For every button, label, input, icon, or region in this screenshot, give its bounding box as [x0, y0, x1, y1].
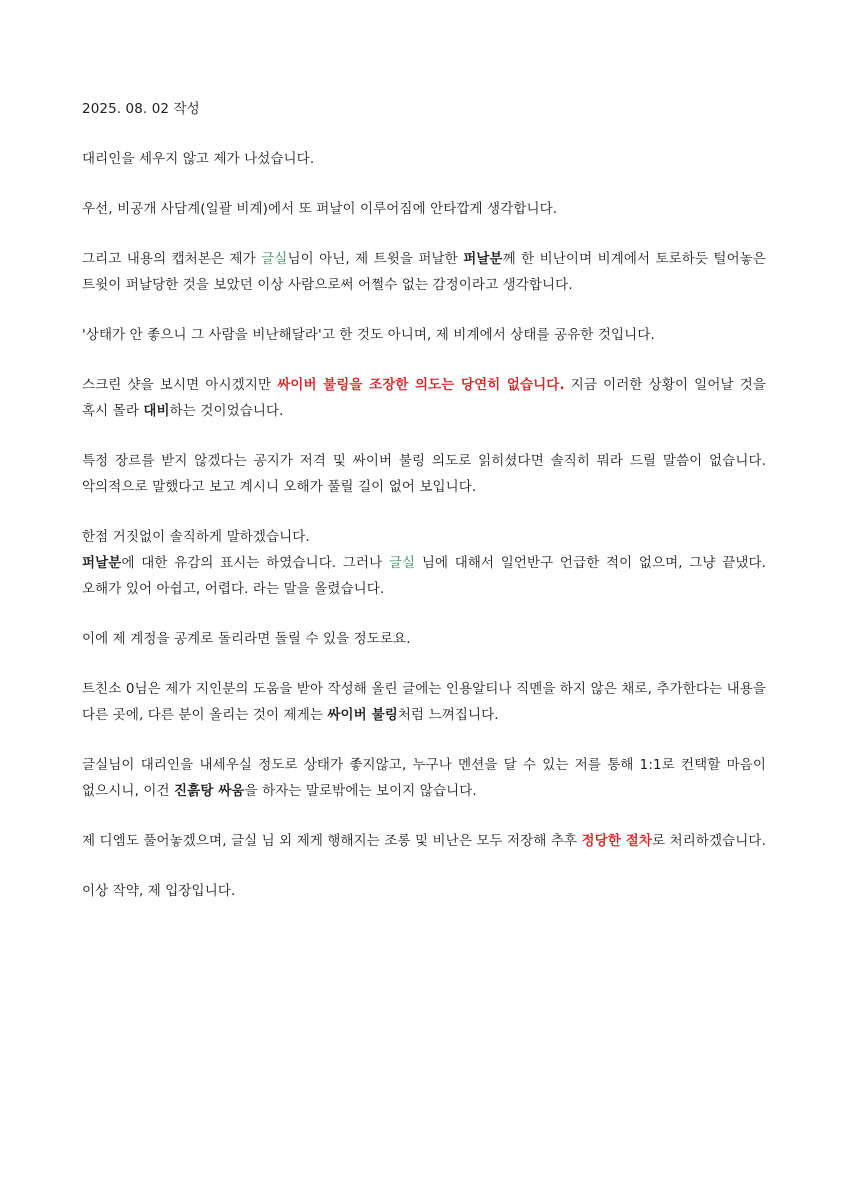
- bold-term: 퍼날분: [463, 251, 503, 267]
- highlight-red-term: 정당한 절차: [581, 833, 653, 849]
- paragraph-9: [82, 676, 766, 728]
- paragraph-3: [82, 246, 766, 298]
- text-span: 그리고 내용의 캡처본은 제가: [82, 251, 262, 267]
- highlight-green-name: 글실: [261, 251, 288, 267]
- text-span: 께 한 비난이며 비계에서 토로하듯 털어놓은 트윗이 퍼날당한 것을 보았던 이상 사람으로써 어쩔수 없는 감정이라고 생각합니다.: [82, 251, 766, 293]
- paragraph-6: 특정 장르를 받지 않겠다는 공지가 저격 및 싸이버 불링 의도로 읽히셨다면 솔직히 뭐라 드릴 말씀이 없습니다. 악의적으로 말했다고 보고 계시니 오해가 풀릴 길이 없어 보입니다.: [82, 453, 766, 495]
- paragraph-8: 이에 제 계정을 공계로 돌리라면 돌릴 수 있을 정도로요.: [82, 631, 411, 647]
- paragraph-2: 우선, 비공개 사담계(일괄 비계)에서 또 퍼날이 이루어짐에 안타깝게 생각합니다.: [82, 201, 558, 217]
- bold-term: 진흙탕 싸움: [174, 783, 245, 799]
- text-span: 님에 대해서 일언반구 언급한 적이 없으며, 그냥 끝냈다. 오해가 있어 아쉽고, 어렵다. 라는 말을 올렸습니다.: [82, 555, 766, 597]
- text-span: 제 디엠도 풀어놓겠으며, 글실 님 외 제게 행해지는 조롱 및 비난은 모두 저장해 추후: [82, 833, 582, 849]
- text-span: 에 대한 유감의 표시는 하였습니다. 그러나: [121, 555, 389, 571]
- text-span: 을 하자는 말로밖에는 보이지 않습니다.: [244, 783, 477, 799]
- highlight-red-statement: 싸이버 불링을 조장한 의도는 당연히 없습니다.: [277, 377, 565, 393]
- bold-term: 싸이버 불링: [327, 707, 398, 723]
- bold-term: 대비: [143, 403, 170, 419]
- date-line: 2025. 08. 02 작성: [82, 101, 200, 117]
- text-span: 하는 것이었습니다.: [169, 403, 284, 419]
- text-span: 스크린 샷을 보시면 아시겠지만: [82, 377, 278, 393]
- paragraph-5: [82, 372, 766, 424]
- text-span: 로 처리하겠습니다.: [652, 833, 766, 849]
- text-span: 님이 아닌, 제 트윗을 퍼날한: [287, 251, 464, 267]
- paragraph-7-line-1: 한점 거짓없이 솔직하게 말하겠습니다.: [82, 529, 310, 545]
- paragraph-7: [82, 550, 766, 602]
- text-span: 처럼 느껴집니다.: [397, 707, 499, 723]
- paragraph-1: 대리인을 세우지 않고 제가 나섰습니다.: [82, 151, 315, 167]
- paragraph-11: [82, 828, 766, 854]
- bold-term: 퍼날분: [82, 555, 122, 571]
- text-span: 지금 이러한 상황이 일어날 것을 혹시 몰라: [82, 377, 766, 419]
- text-span: 트친소 0님은 제가 지인분의 도움을 받아 작성해 올린 글에는 인용알티나 직멘을 하지 않은 채로, 추가한다는 내용을 다른 곳에, 다른 분이 올리는 것이 제게는: [82, 681, 766, 723]
- paragraph-4: '상태가 안 좋으니 그 사람을 비난해달라'고 한 것도 아니며, 제 비계에서 상태를 공유한 것입니다.: [82, 327, 655, 343]
- document-page: [82, 96, 766, 928]
- paragraph-12: 이상 작약, 제 입장입니다.: [82, 883, 236, 899]
- paragraph-10: [82, 752, 766, 804]
- highlight-green-name: 글실: [388, 555, 416, 571]
- text-span: 글실님이 대리인을 내세우실 정도로 상태가 좋지않고, 누구나 멘션을 달 수 있는 저를 통해 1:1로 컨택할 마음이 없으시니, 이건: [82, 757, 766, 799]
